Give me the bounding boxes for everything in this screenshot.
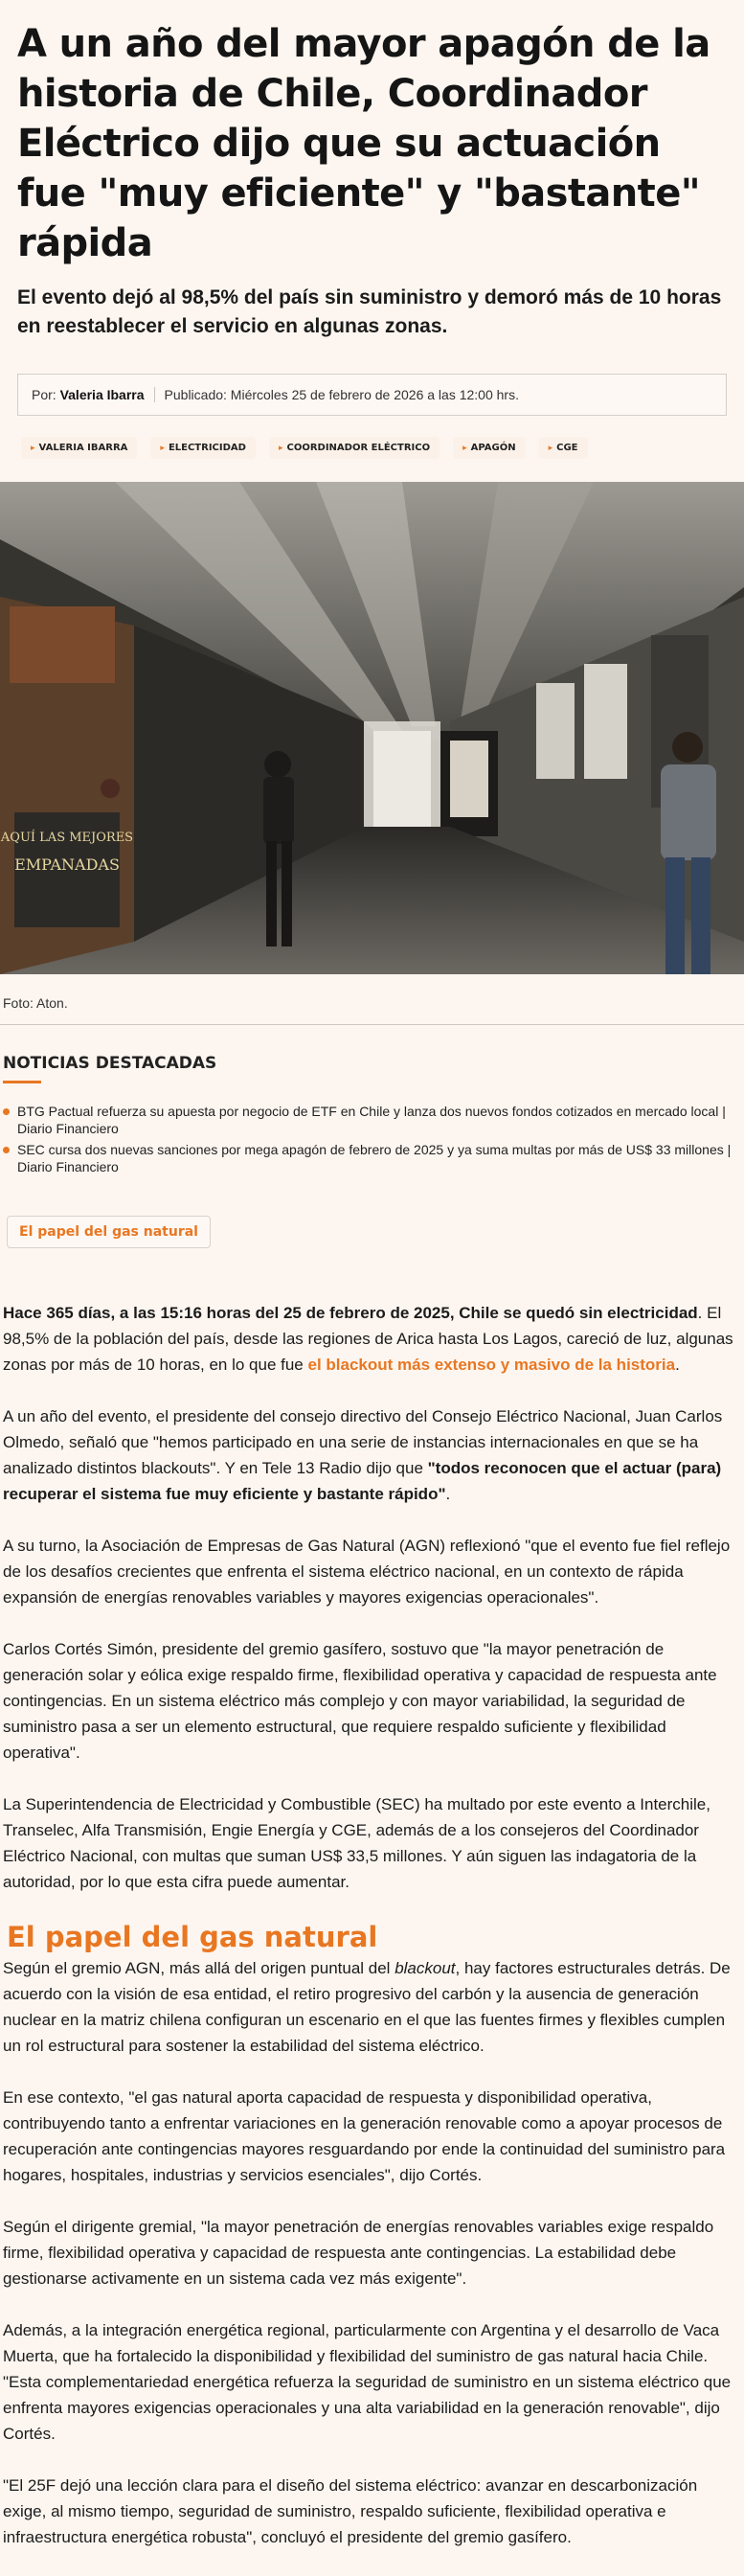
tag-coordinador-electrico[interactable]: [269, 437, 440, 459]
paragraph-text: Según el gremio AGN, más allá del origen puntual del: [3, 1959, 395, 1977]
tag-arrow-icon: ▸: [462, 443, 467, 453]
byline-label: Por:: [32, 387, 56, 402]
tag-label: VALERIA IBARRA: [38, 443, 128, 453]
paragraph-emphasis: blackout: [395, 1959, 456, 1977]
article-body: [0, 1300, 744, 2550]
blackout-link[interactable]: el blackout más extenso y masivo de la historia: [307, 1356, 676, 1374]
divider: [0, 1024, 744, 1025]
tag-cge[interactable]: [539, 437, 588, 459]
paragraph-text: , hay factores estructurales detrás. De acuerdo con la visión de esa entidad, el retiro progresivo del carbón y la ausencia de generación nuclear en la matriz chilena configuran un escenario en el que las fuentes firmes y flexibles cumplen un rol estructural para sostener la estabilidad del sistema eléctrico.: [3, 1959, 731, 2055]
article-header: [0, 0, 744, 459]
publish-date: Publicado: Miércoles 25 de febrero de 2026 a las 12:00 hrs.: [164, 387, 519, 402]
tag-label: CGE: [556, 443, 578, 453]
tag-valeria-ibarra[interactable]: [21, 437, 137, 459]
tag-list: [17, 437, 727, 459]
related-news-heading: NOTICIAS DESTACADAS: [3, 1054, 217, 1073]
paragraph: [3, 1955, 741, 2059]
tag-arrow-icon: ▸: [278, 443, 283, 453]
tag-arrow-icon: ▸: [31, 443, 35, 453]
byline: [17, 374, 727, 416]
paragraph: Carlos Cortés Simón, presidente del gremio gasífero, sostuvo que "la mayor penetración de generación solar y eólica exige respaldo firme, flexibilidad operativa y capacidad de respuesta ante contingencias. En un sistema eléctrico más complejo y con mayor variabilidad, la seguridad de suministro pasa a ser un elemento estructural, que requiere respaldo suficiente y flexibilidad operativa".: [3, 1640, 717, 1762]
tag-electricidad[interactable]: [150, 437, 256, 459]
tag-label: APAGÓN: [470, 443, 516, 453]
article-title: A un año del mayor apagón de la historia de Chile, Coordinador Eléctrico dijo que su actuación fue "muy eficiente" y "bastante" rápida: [17, 22, 710, 265]
related-news-list: [0, 1103, 744, 1175]
paragraph-text: . El 98,5% de la población del país, desde las regiones de Arica hasta Los Lagos, careció de luz, algunas zonas por más de 10 horas, en lo que fue: [3, 1304, 733, 1374]
section-heading-gas-natural: El papel del gas natural: [7, 1921, 378, 1953]
paragraph-text: A un año del evento, el presidente del consejo directivo del Consejo Eléctrico Nacional, Juan Carlos Olmedo, señaló que "hemos participado en una serie de instancias internacionales en que se ha analizado distintos blackouts". Y en Tele 13 Radio dijo que: [3, 1407, 723, 1477]
paragraph: Además, a la integración energética regional, particularmente con Argentina y el desarrollo de Vaca Muerta, que ha fortalecido la disponibilidad y flexibilidad del suministro de gas natural hacia Chile. "Esta complementariedad energética refuerza la seguridad de suministro en un sistema eléctrico que enfrenta mayores exigencias operacionales y una alta variabilidad en la generación renovable", dijo Cortés.: [3, 2321, 732, 2443]
paragraph: [3, 1403, 741, 1507]
quote-bold: "todos reconocen que el actuar (para) recuperar el sistema fue muy eficiente y bastante rápido": [3, 1459, 722, 1503]
paragraph: La Superintendencia de Electricidad y Combustible (SEC) ha multado por este evento a Interchile, Transelec, Alfa Transmisión, Engie Energía y CGE, además de a los consejeros del Coordinador Eléctrico Nacional, con multas que suman US$ 33,5 millones. Y aún siguen las indagatoria de la autoridad, por lo que esta cifra puede aumentar.: [3, 1795, 710, 1891]
toc-link-gas-natural[interactable]: El papel del gas natural: [7, 1216, 211, 1248]
byline-divider: [154, 387, 155, 402]
paragraph: A su turno, la Asociación de Empresas de Gas Natural (AGN) reflexionó "que el evento fue fiel reflejo de los desafíos crecientes que enfrenta el sistema eléctrico nacional, en un contexto de rápida expansión de energías renovables variables y mayores exigencias operacionales".: [3, 1537, 731, 1607]
tag-label: COORDINADOR ELÉCTRICO: [286, 443, 431, 453]
tag-apagon[interactable]: [453, 437, 526, 459]
related-news-link[interactable]: SEC cursa dos nuevas sanciones por mega apagón de febrero de 2025 y ya suma multas por más de US$ 33 millones | Diario Financiero: [17, 1142, 732, 1174]
related-news-link[interactable]: BTG Pactual refuerza su apuesta por negocio de ETF en Chile y lanza dos nuevos fondos cotizados en mercado local | Diario Financiero: [17, 1104, 726, 1136]
dark-mall-corridor-photo: [0, 482, 744, 974]
article-subtitle: El evento dejó al 98,5% del país sin suministro y demoró más de 10 horas en reestablecer el servicio en algunas zonas.: [17, 286, 722, 337]
tag-arrow-icon: ▸: [548, 443, 553, 453]
heading-accent-line: [3, 1081, 41, 1083]
hero-photo: [0, 482, 744, 974]
photo-sign-text: AQUÍ LAS MEJORES: [0, 831, 134, 845]
paragraph: "El 25F dejó una lección clara para el diseño del sistema eléctrico: avanzar en descarbonización exige, al mismo tiempo, seguridad de suministro, respaldo suficiente, flexibilidad operativa e infraestructura energética robusta", concluyó el presidente del gremio gasífero.: [3, 2476, 698, 2546]
related-news-item[interactable]: [3, 1141, 744, 1175]
related-news: [0, 1054, 744, 1175]
related-news-item[interactable]: [3, 1103, 744, 1137]
tag-label: ELECTRICIDAD: [168, 443, 246, 453]
tag-arrow-icon: ▸: [160, 443, 165, 453]
bullet-dot-icon: [3, 1147, 10, 1153]
lead-bold: Hace 365 días, a las 15:16 horas del 25 de febrero de 2025, Chile se quedó sin electricidad: [3, 1304, 698, 1322]
paragraph-text: .: [675, 1356, 680, 1374]
photo-caption: Foto: Aton.: [3, 995, 68, 1011]
paragraph: Según el dirigente gremial, "la mayor penetración de energías renovables variables exige respaldo firme, flexibilidad operativa y capacidad de respuesta ante contingencias. La estabilidad debe gestionarse activamente en un sistema cada vez más exigente".: [3, 2218, 714, 2288]
paragraph: [3, 1300, 741, 1378]
author-link[interactable]: Valeria Ibarra: [59, 387, 145, 402]
photo-sign-text: EMPANADAS: [14, 855, 120, 874]
paragraph-text: .: [445, 1485, 451, 1503]
bullet-dot-icon: [3, 1108, 10, 1115]
paragraph: En ese contexto, "el gas natural aporta capacidad de respuesta y disponibilidad operativa, contribuyendo tanto a enfrentar variaciones en la generación renovable como a apoyar procesos de recuperación ante contingencias mayores resguardando por ende la continuidad del suministro para hogares, hospitales, industrias y servicios esenciales", dijo Cortés.: [3, 2088, 726, 2184]
